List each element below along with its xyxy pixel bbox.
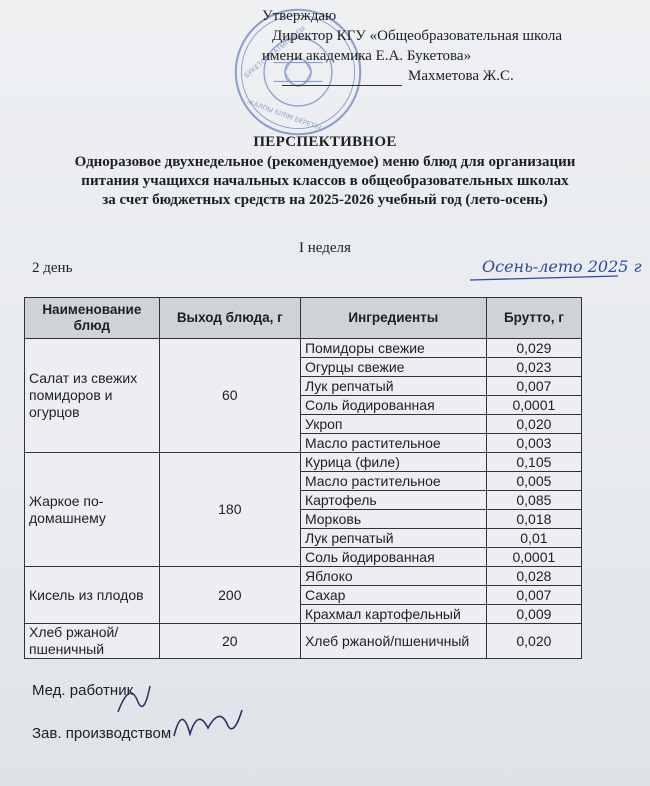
ingredient-cell: Укроп (300, 415, 486, 434)
header-gross: Брутто, г (486, 298, 581, 339)
header-ingredients: Ингредиенты (300, 298, 486, 339)
ingredient-cell: Картофель (300, 491, 486, 510)
approval-director: Директор КГУ «Общеобразовательная школа (272, 28, 563, 44)
ingredient-cell: Огурцы свежие (300, 358, 486, 377)
ingredient-cell: Лук репчатый (300, 377, 486, 396)
doc-title-line-3: за счет бюджетных средств на 2025-2026 учебный год (лето-осень) (102, 192, 548, 208)
table-row (25, 339, 582, 358)
ingredient-cell: Яблоко (300, 567, 486, 586)
ingredient-cell: Масло растительное (300, 434, 486, 453)
ingredient-cell: Сахар (300, 586, 486, 605)
ingredient-cell: Лук репчатый (300, 529, 486, 548)
dish-yield-cell: 200 (159, 567, 300, 624)
header-yield: Выход блюда, г (159, 298, 300, 339)
gross-cell: 0,0001 (486, 548, 581, 567)
gross-cell: 0,007 (486, 377, 581, 396)
dish-yield-cell: 20 (159, 624, 300, 659)
doc-title-line-1: Одноразовое двухнедельное (рекомендуемое) меню блюд для организации (74, 154, 576, 170)
doc-title-line-2: питания учащихся начальных классов в общеобразовательных школах (81, 173, 569, 189)
gross-cell: 0,007 (486, 586, 581, 605)
gross-cell: 0,020 (486, 624, 581, 659)
dish-yield-cell: 180 (159, 453, 300, 567)
approval-school: имени академика Е.А. Букетова» (262, 48, 472, 64)
signature-underline (282, 71, 402, 86)
gross-cell: 0,01 (486, 529, 581, 548)
gross-cell: 0,020 (486, 415, 581, 434)
gross-cell: 0,028 (486, 567, 581, 586)
gross-cell: 0,023 (486, 358, 581, 377)
ingredient-cell: Хлеб ржаной/пшеничный (300, 624, 486, 659)
gross-cell: 0,0001 (486, 396, 581, 415)
table-row (25, 567, 582, 586)
approver-name: Махметова Ж.С. (408, 68, 514, 84)
week-label: I неделя (299, 240, 351, 256)
ingredient-cell: Морковь (300, 510, 486, 529)
handwritten-date-note (470, 252, 642, 302)
medic-signature-label: Мед. работник (32, 682, 134, 699)
table-header-row (25, 298, 582, 339)
gross-cell: 0,005 (486, 472, 581, 491)
dish-name-cell: Хлеб ржаной/ пшеничный (25, 624, 160, 659)
doc-perspective-label: ПЕРСПЕКТИВНОЕ (253, 134, 397, 150)
dish-name-cell: Кисель из плодов (25, 567, 160, 624)
svg-text:БУКЕТОВА АТЫНДАҒЫ: БУКЕТОВА АТЫНДАҒЫ (242, 24, 307, 80)
dish-yield-cell: 60 (159, 339, 300, 453)
dish-name-cell: Жаркое по-домашнему (25, 453, 160, 567)
doc-title (0, 153, 650, 210)
ingredient-cell: Масло растительное (300, 472, 486, 491)
approval-block (262, 6, 562, 86)
gross-cell: 0,009 (486, 605, 581, 624)
manager-signature-label: Зав. производством (32, 725, 172, 742)
table-row (25, 453, 582, 472)
ingredient-cell: Крахмал картофельный (300, 605, 486, 624)
handwritten-note-text: Осень-лето 2025 г (482, 257, 642, 276)
ingredient-cell: Соль йодированная (300, 396, 486, 415)
header-name: Наименование блюд (25, 298, 160, 339)
gross-cell: 0,105 (486, 453, 581, 472)
gross-cell: 0,018 (486, 510, 581, 529)
menu-table-body (25, 339, 582, 659)
menu-table (24, 297, 582, 659)
day-label: 2 день (32, 260, 73, 276)
ingredient-cell: Соль йодированная (300, 548, 486, 567)
table-row (25, 624, 582, 659)
ingredient-cell: Помидоры свежие (300, 339, 486, 358)
gross-cell: 0,029 (486, 339, 581, 358)
gross-cell: 0,003 (486, 434, 581, 453)
dish-name-cell: Салат из свежих помидоров и огурцов (25, 339, 160, 453)
ingredient-cell: Курица (филе) (300, 453, 486, 472)
approval-signature-line (262, 66, 562, 86)
gross-cell: 0,085 (486, 491, 581, 510)
approval-title: Утверждаю (262, 8, 337, 24)
svg-text:ЖАЛПЫ БІЛІМ БЕРЕТІН: ЖАЛПЫ БІЛІМ БЕРЕТІН (245, 97, 323, 133)
